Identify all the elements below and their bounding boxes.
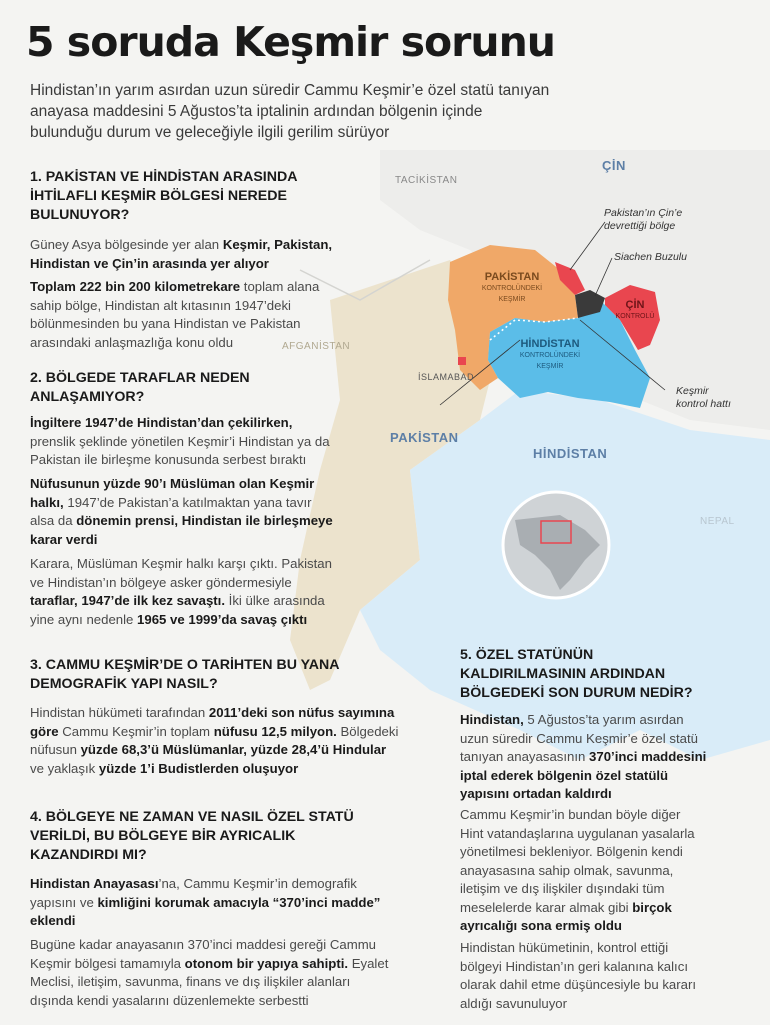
text: aldığı savunuluyor xyxy=(460,995,568,1011)
section-4-paragraph-1 xyxy=(30,875,380,931)
text: Karara, Müslüman Keşmir halkı karşı çıktı. Pakistan xyxy=(30,556,332,571)
bold-text: Toplam 222 bin 200 kilometrekare xyxy=(30,279,241,294)
section-5-title xyxy=(460,646,693,703)
india-kashmir-label xyxy=(510,339,590,372)
pakistan-kashmir-label xyxy=(474,272,550,305)
pakistan-country-label: PAKİSTAN xyxy=(390,430,459,445)
pakistan-kashmir-sub2: KEŞMİR xyxy=(498,296,526,303)
text: Cammu Keşmir’in bundan böyle diğer xyxy=(460,807,681,822)
section-1-paragraph-1 xyxy=(30,236,332,273)
title-line: ANLAŞAMIYOR? xyxy=(30,389,145,405)
text: Cammu Keşmir’in toplam xyxy=(58,723,214,739)
section-5-paragraph-1 xyxy=(460,711,706,804)
title-line: 3. CAMMU KEŞMİR’DE O TARİHTEN BU YANA xyxy=(30,657,340,673)
text: yapısını ve xyxy=(30,894,98,910)
section-1-paragraph-2 xyxy=(30,278,319,352)
bold-text: ayrıcalığı sona ermiş oldu xyxy=(460,918,622,933)
section-4-title xyxy=(30,808,354,865)
bold-text: birçok xyxy=(632,899,672,915)
text: arasındaki anlaşmazlığa konu oldu xyxy=(30,334,234,350)
section-5-paragraph-3 xyxy=(460,939,696,1013)
afghanistan-label: AFGANİSTAN xyxy=(282,341,351,352)
section-2-paragraph-3 xyxy=(30,555,332,629)
india-country-label: HİNDİSTAN xyxy=(533,446,608,461)
bold-text: Nüfusunun yüzde 90’ı Müslüman olan Keşmir xyxy=(30,476,315,491)
china-kashmir-name: ÇİN xyxy=(625,299,645,311)
text: ’na, Cammu Keşmir’in demografik xyxy=(158,876,357,891)
bold-text: dönemin prensi, Hindistan ile birleşmeye xyxy=(76,513,333,528)
bold-text: karar verdi xyxy=(30,531,98,547)
india-kashmir-name: HİNDİSTAN xyxy=(520,338,580,350)
bold-text: nüfusu 12,5 milyon. xyxy=(213,723,337,739)
bold-text: göre xyxy=(30,723,59,739)
text: Güney Asya bölgesinde yer alan xyxy=(30,237,223,252)
section-2-title xyxy=(30,369,250,407)
bold-text: 2011’deki son nüfus sayımına xyxy=(208,705,395,720)
text: anayasasına sahip olmak, savunma, xyxy=(460,862,674,878)
bold-text: Hindistan, xyxy=(460,712,524,727)
text: iletişim ve dış ilişkiler dışındaki tüm xyxy=(460,881,665,896)
text: uzun süredir Cammu Keşmir’e özel statü xyxy=(460,730,698,746)
section-1-title xyxy=(30,168,297,225)
bold-text: kimliğini korumak amacıyla “370’inci madde” xyxy=(97,894,381,910)
ceded-line2: devrettiği bölge xyxy=(604,220,676,232)
pakistan-kashmir-name: PAKİSTAN xyxy=(484,271,540,283)
china-country-label: ÇİN xyxy=(602,158,626,173)
text: prenslik şeklinde yönetilen Keşmir’i Hindistan ya da xyxy=(30,433,330,449)
islamabad-marker xyxy=(458,357,466,365)
bold-text: yüzde 1’i Budistlerden oluşuyor xyxy=(98,760,299,776)
siachen-annotation: Siachen Buzulu xyxy=(614,251,687,263)
title-line: BULUNUYOR? xyxy=(30,207,130,223)
bold-text: 1965 ve 1999’da savaş çıktı xyxy=(137,611,308,627)
china-kashmir-sub: KONTROLÜ xyxy=(615,313,655,320)
text: ve Hindistan’ın bölgeye asker göndermesiyle xyxy=(30,574,292,590)
nepal-label: NEPAL xyxy=(700,516,735,527)
text: meselelerde karar almak gibi xyxy=(460,899,633,915)
title-line: 1. PAKİSTAN VE HİNDİSTAN ARASINDA xyxy=(30,169,298,185)
title-line: KALDIRILMASININ ARDINDAN xyxy=(460,666,666,682)
text: bölgeyi Hindistan’ın geri kalanına kalıcı xyxy=(460,958,688,974)
section-4-paragraph-2 xyxy=(30,936,388,1010)
text: yönetilmesi bekleniyor. Bölgenin kendi xyxy=(460,844,683,859)
loc-line1: Keşmir xyxy=(676,385,709,397)
title-line: 2. BÖLGEDE TARAFLAR NEDEN xyxy=(30,370,250,386)
text: Pakistan ile birleşme konusunda serbest bıraktı xyxy=(30,452,307,467)
title-line: VERİLDİ, BU BÖLGEYE BİR AYRICALIK xyxy=(30,828,296,844)
loc-line2: kontrol hattı xyxy=(676,398,731,410)
bold-text: eklendi xyxy=(30,913,76,928)
section-2-paragraph-1 xyxy=(30,414,330,470)
text: toplam alana xyxy=(240,279,320,294)
title-line: BÖLGEDEKİ SON DURUM NEDİR? xyxy=(460,685,693,701)
pakistan-kashmir-sub1: KONTROLÜNDEKİ xyxy=(481,285,543,292)
text: Keşmir bölgesi tamamıyla xyxy=(30,955,185,971)
title-line: 4. BÖLGEYE NE ZAMAN VE NASIL ÖZEL STATÜ xyxy=(30,809,354,825)
tajikistan-label: TACİKİSTAN xyxy=(395,175,458,186)
text: nüfusun xyxy=(30,742,81,757)
text: ve yaklaşık xyxy=(30,760,99,776)
text: Bugüne kadar anayasanın 370’inci maddesi gereği Cammu xyxy=(30,937,377,952)
bold-text: 370’inci maddesini xyxy=(589,749,707,764)
bold-text: taraflar, 1947’de ilk kez savaştı. xyxy=(30,593,226,608)
ceded-line1: Pakistan’ın Çin’e xyxy=(604,207,683,219)
text: bölünmesinden bu yana Hindistan ve Pakistan xyxy=(30,316,301,331)
section-3-title xyxy=(30,656,340,694)
text: Hindistan hükümetinin, kontrol ettiği xyxy=(460,940,669,955)
text: tanıyan anayasasının xyxy=(460,749,590,764)
text: Eyalet xyxy=(348,955,389,971)
bold-text: iptal ederek bölgenin özel statülü xyxy=(460,767,669,783)
text: Hindistan hükümeti tarafından xyxy=(30,705,209,720)
text: Meclisi, iletişim, savunma, finans ve dış ilişkiler alanları xyxy=(30,974,351,989)
text: 5 Ağustos’ta yarım asırdan xyxy=(523,712,684,727)
bold-text: yapısını ortadan kaldırdı xyxy=(460,786,612,801)
bold-text: Hindistan ve Çin’in arasında yer alıyor xyxy=(30,255,269,271)
india-kashmir-sub2: KEŞMİR xyxy=(536,363,564,370)
text: alsa da xyxy=(30,513,77,528)
bold-text: otonom bir yapıya sahipti. xyxy=(184,955,349,971)
bold-text: yüzde 68,3’ü Müslümanlar, yüzde 28,4’ü Hindular xyxy=(80,742,387,757)
bold-text: Hindistan Anayasası xyxy=(30,876,159,891)
title-line: 5. ÖZEL STATÜNÜN xyxy=(460,647,594,663)
title-line: KAZANDIRDI MI? xyxy=(30,847,147,863)
ceded-annotation xyxy=(604,207,682,233)
text: Hint vatandaşlarına uygulanan yasalarla xyxy=(460,825,695,841)
china-kashmir-label xyxy=(614,300,656,322)
section-3-paragraph-1 xyxy=(30,704,398,778)
text: olarak dahil etme düşüncesiyle bu kararı xyxy=(460,977,697,992)
text: 1947’de Pakistan’a katılmaktan yana tavır xyxy=(63,494,312,510)
page-title: 5 soruda Keşmir sorunu xyxy=(26,18,555,66)
text: dışında kendi yasalarını düzenlemekte serbestti xyxy=(30,992,309,1008)
title-line: İHTİLAFLI KEŞMİR BÖLGESİ NEREDE xyxy=(30,188,287,204)
text: yine aynı nedenle xyxy=(30,611,138,627)
india-kashmir-sub1: KONTROLÜNDEKİ xyxy=(519,352,581,359)
bold-text: Keşmir, Pakistan, xyxy=(222,237,333,252)
bold-text: İngiltere 1947’de Hindistan’dan çekilirken, xyxy=(30,415,293,430)
title-line: DEMOGRAFİK YAPI NASIL? xyxy=(30,676,218,692)
text: İki ülke arasında xyxy=(225,593,325,608)
bold-text: halkı, xyxy=(30,494,64,510)
loc-annotation xyxy=(676,385,731,411)
section-5-paragraph-2 xyxy=(460,806,695,936)
islamabad-label: İSLAMABAD xyxy=(418,372,475,382)
text: Bölgedeki xyxy=(336,723,399,739)
text: sahip bölge, Hindistan alt kıtasının 1947’deki xyxy=(30,297,291,313)
section-2-paragraph-2 xyxy=(30,475,333,549)
intro-text: Hindistan’ın yarım asırdan uzun süredir Cammu Keşmir’e özel statü tanıyan anayasa maddesini 5 Ağustos’ta iptalinin ardından bölgenin içinde bulunduğu durum ve geleceğiyle ilgili gerilim sürüyor xyxy=(30,82,550,141)
